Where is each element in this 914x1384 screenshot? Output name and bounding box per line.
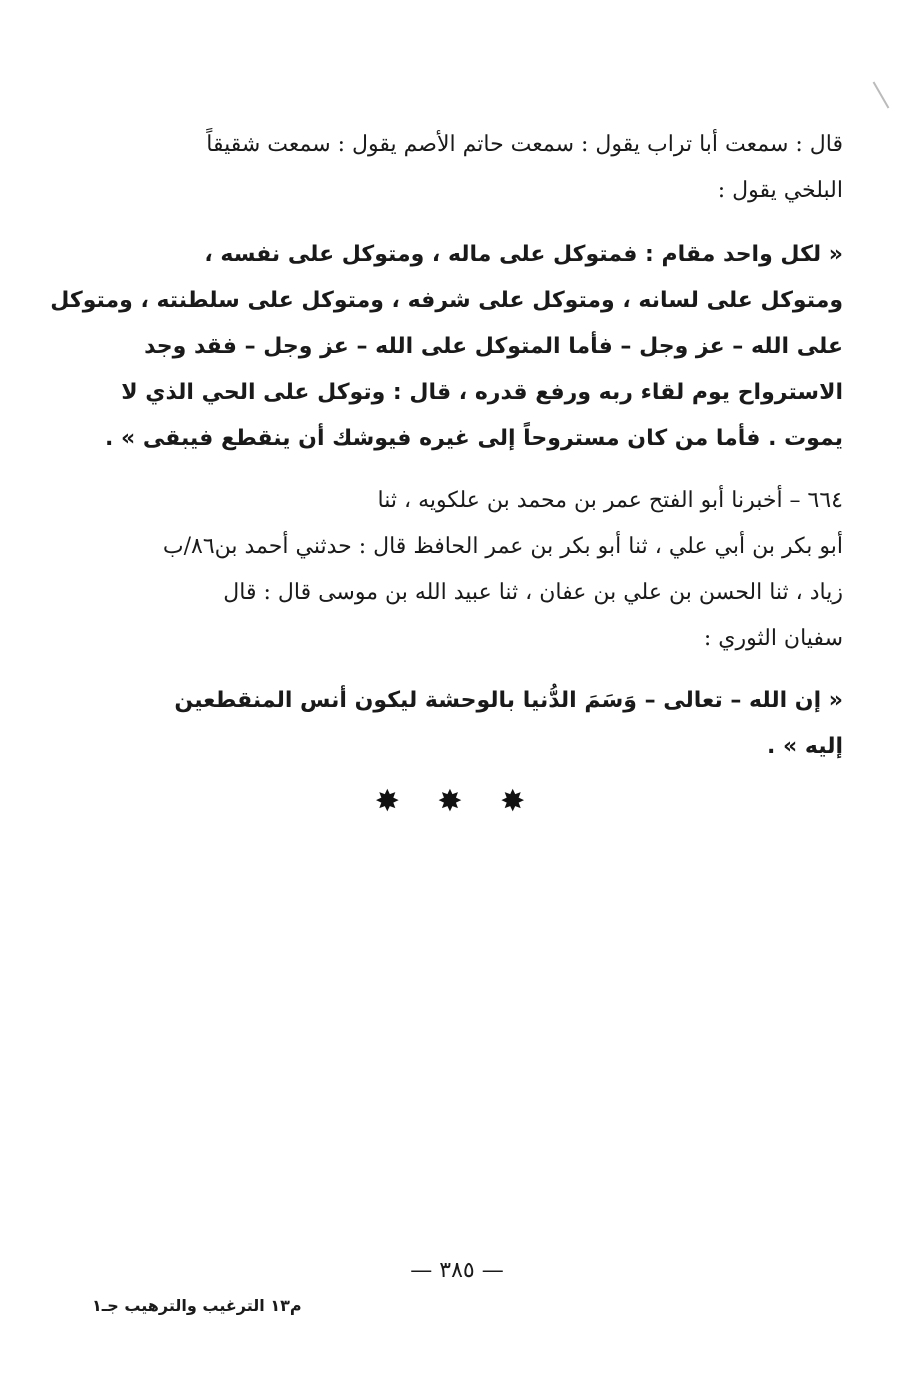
- text-line: أبو بكر بن أبي علي ، ثنا أبو بكر بن عمر الحافظ قال : حدثني أحمد بن٨٦/ب: [162, 534, 843, 559]
- page-number: — ٣٨٥ —: [410, 1258, 504, 1283]
- quote-line: ومتوكل على لسانه ، ومتوكل على شرفه ، ومتوكل على سلطنته ، ومتوكل: [50, 288, 843, 313]
- quote-line: يموت . فأما من كان مستروحاً إلى غيره فيوشك أن ينقطع فيبقى » .: [104, 426, 843, 451]
- quote-line: إليه » .: [766, 734, 843, 759]
- text-line: البلخي يقول :: [717, 178, 843, 203]
- scan-mark: [873, 82, 890, 109]
- quote-line: « لكل واحد مقام : فمتوكل على ماله ، ومتوكل على نفسه ،: [204, 242, 843, 267]
- text-line: ٦٦٤ – أخبرنا أبو الفتح عمر بن محمد بن علكويه ، ثنا: [377, 488, 843, 513]
- paragraph-1: [148, 122, 843, 214]
- quote-1: [50, 232, 843, 462]
- text-line: قال : سمعت أبا تراب يقول : سمعت حاتم الأصم يقول : سمعت شقيقاً: [206, 132, 843, 157]
- text-line: سفيان الثوري :: [703, 626, 843, 651]
- paragraph-2: [148, 478, 843, 662]
- quote-line: على الله – عز وجل – فأما المتوكل على الله – عز وجل – فقد وجد: [144, 334, 843, 359]
- footer-signature: م١٣ الترغيب والترهيب جـ١: [92, 1296, 302, 1315]
- text-line: زياد ، ثنا الحسن بن علي بن عفان ، ثنا عبيد الله بن موسى قال : قال: [223, 580, 843, 605]
- quote-2: [148, 678, 843, 770]
- quote-line: « إن الله – تعالى – وَسَمَ الدُّنيا بالوحشة ليكون أنس المنقطعين: [174, 688, 843, 713]
- quote-line: الاسترواح يوم لقاء ربه ورفع قدره ، قال : وتوكل على الحي الذي لا: [121, 380, 843, 405]
- section-separator-stars: ✸ ✸ ✸: [374, 784, 540, 819]
